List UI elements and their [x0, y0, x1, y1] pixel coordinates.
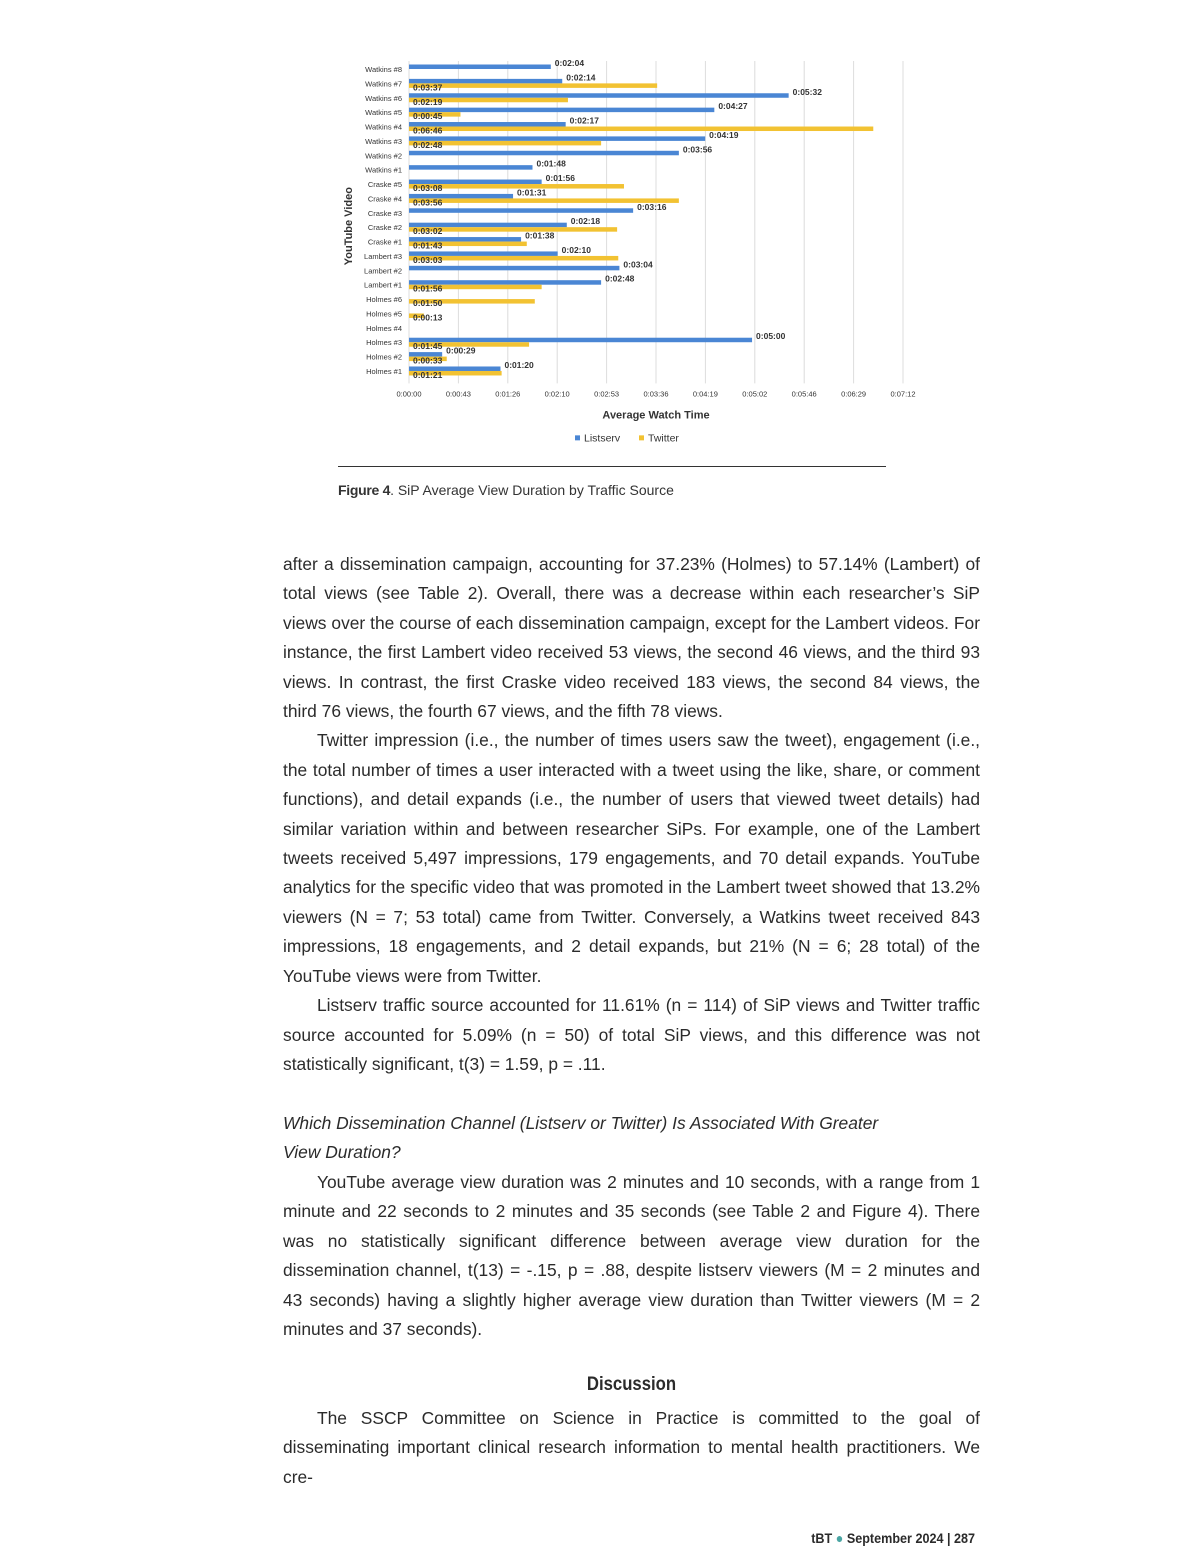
- y-tick-label: Watkins #6: [365, 93, 402, 103]
- footer-separator: |: [946, 1530, 951, 1546]
- data-label-listserv: 0:05:00: [756, 331, 786, 342]
- bar-listserv: [409, 108, 714, 113]
- x-tick-label: 0:02:10: [544, 389, 570, 399]
- y-axis-title: YouTube Video: [343, 187, 355, 266]
- x-tick-label: 0:05:46: [791, 389, 817, 399]
- data-label-listserv: 0:02:14: [566, 72, 596, 83]
- x-tick-label: 0:00:43: [445, 389, 471, 399]
- bar-listserv: [409, 151, 679, 156]
- paragraph-3: Listserv traffic source accounted for 11.61% (n = 114) of SiP views and Twitter traffic source accounted for 5.09% (n = 50) of total SiP views, and this difference was not statistically significant, t(3) = 1.59, p = .11.: [283, 995, 980, 1074]
- x-tick-label: 0:03:36: [643, 389, 669, 399]
- figure-label: Figure 4: [338, 482, 391, 498]
- x-axis-title: Average Watch Time: [602, 409, 710, 422]
- bar-twitter: [409, 127, 873, 131]
- bar-listserv: [409, 266, 619, 271]
- data-label-listserv: 0:02:10: [561, 244, 591, 255]
- body-section-3: [283, 1404, 980, 1492]
- bar-listserv: [409, 93, 789, 98]
- y-tick-label: Lambert #1: [364, 280, 402, 290]
- section-heading-line-2: View Duration?: [283, 1142, 401, 1163]
- data-label-listserv: 0:04:19: [709, 129, 739, 140]
- legend-swatch-listserv: [575, 435, 580, 440]
- section-heading-line-1: Which Dissemination Channel (Listserv or Twitter) Is Associated With Greater: [283, 1113, 879, 1133]
- data-label-listserv: 0:00:29: [446, 345, 476, 356]
- y-tick-label: Watkins #7: [365, 79, 402, 89]
- data-label-twitter: 0:01:43: [413, 240, 443, 251]
- data-label-twitter: 0:03:02: [413, 226, 443, 237]
- legend-label-twitter: Twitter: [648, 432, 679, 445]
- page-number: 287: [953, 1530, 975, 1546]
- figure-caption-text: . SiP Average View Duration by Traffic Source: [390, 482, 674, 498]
- data-label-twitter: 0:03:03: [413, 254, 443, 265]
- y-tick-label: Watkins #1: [365, 165, 402, 175]
- y-tick-label: Lambert #3: [364, 251, 402, 261]
- y-tick-label: Watkins #3: [365, 136, 402, 146]
- y-tick-label: Holmes #2: [366, 352, 402, 362]
- data-label-listserv: 0:01:48: [536, 158, 566, 169]
- y-tick-label: Watkins #4: [365, 122, 402, 132]
- paragraph-2: Twitter impression (i.e., the number of times users saw the tweet), engagement (i.e., the total number of times a user interacted with a tweet using the like, share, or comment functions), and detail expands (i.e., the number of users that viewed tweet details) had similar variation within and between researcher SiPs. For example, one of the Lambert tweets received 5,497 impressions, 179 engagements, and 70 detail expands. YouTube analytics for the specific video that was promoted in the Lambert tweet showed that 13.2% viewers (N = 7; 53 total) came from Twitter. Conversely, a Watkins tweet received 843 impressions, 18 engagements, and 2 detail expands, but 21% (N = 6; 28 total) of the YouTube views were from Twitter.: [283, 730, 980, 986]
- y-tick-label: Craske #1: [367, 237, 402, 247]
- data-label-twitter: 0:02:48: [413, 139, 443, 150]
- discussion-heading: Discussion: [586, 1374, 677, 1395]
- section-heading-question: [283, 1109, 980, 1168]
- data-label-listserv: 0:01:56: [545, 173, 575, 184]
- data-label-listserv: 0:04:27: [718, 101, 748, 112]
- x-tick-label: 0:01:26: [495, 389, 521, 399]
- data-label-twitter: 0:01:50: [413, 298, 443, 309]
- bar-chart: [335, 55, 935, 450]
- paragraph-5: The SSCP Committee on Science in Practice is committed to the goal of disseminating important clinical research information to mental health practitioners. We cre-: [283, 1408, 980, 1487]
- data-label-twitter: 0:00:13: [413, 312, 443, 323]
- bar-listserv: [409, 208, 633, 213]
- data-label-listserv: 0:01:31: [517, 187, 547, 198]
- issue-date: September 2024: [846, 1530, 944, 1546]
- data-label-listserv: 0:02:48: [605, 273, 635, 284]
- bar-listserv: [409, 338, 752, 343]
- data-label-listserv: 0:01:20: [504, 359, 534, 370]
- paragraph-4: YouTube average view duration was 2 minutes and 10 seconds, with a range from 1 minute and 22 seconds to 2 minutes and 35 seconds (see Table 2 and Figure 4). There was no statistically significant difference between average view duration for the dissemination channel, t(13) = -.15, p = .88, despite listserv viewers (M = 2 minutes and 43 seconds) having a slightly higher average view duration than Twitter viewers (M = 2 minutes and 37 seconds).: [283, 1172, 980, 1340]
- y-tick-label: Holmes #4: [366, 323, 402, 333]
- y-tick-label: Watkins #2: [365, 151, 402, 161]
- data-label-twitter: 0:06:46: [413, 125, 443, 136]
- y-tick-label: Holmes #5: [366, 309, 402, 319]
- bar-listserv: [409, 136, 705, 141]
- body-section-2: [283, 1168, 980, 1344]
- data-label-twitter: 0:01:45: [413, 341, 443, 352]
- bar-listserv: [409, 65, 551, 70]
- y-tick-label: Craske #3: [367, 208, 402, 218]
- data-label-listserv: 0:05:32: [792, 86, 822, 97]
- x-tick-label: 0:04:19: [692, 389, 718, 399]
- x-tick-label: 0:02:53: [594, 389, 620, 399]
- journal-name: tBT: [811, 1530, 833, 1546]
- figure-caption: [338, 482, 674, 498]
- legend-label-listserv: Listserv: [584, 432, 621, 445]
- y-tick-label: Craske #4: [367, 194, 402, 204]
- data-label-listserv: 0:02:17: [569, 115, 599, 126]
- y-tick-label: Lambert #2: [364, 266, 402, 276]
- data-label-listserv: 0:03:04: [623, 259, 653, 270]
- footer-dot-icon: ●: [835, 1530, 844, 1546]
- y-tick-label: Holmes #1: [366, 366, 402, 376]
- y-tick-label: Holmes #6: [366, 295, 402, 305]
- x-tick-label: 0:00:00: [396, 389, 422, 399]
- x-tick-label: 0:05:02: [742, 389, 768, 399]
- data-label-listserv: 0:03:16: [637, 201, 667, 212]
- body-section-1: [283, 550, 980, 1079]
- data-label-listserv: 0:01:38: [525, 230, 555, 241]
- y-tick-label: Watkins #5: [365, 108, 402, 118]
- page-footer: [811, 1530, 975, 1546]
- data-label-twitter: 0:00:45: [413, 111, 443, 122]
- bar-twitter: [409, 83, 657, 88]
- data-label-twitter: 0:03:08: [413, 183, 443, 194]
- data-label-listserv: 0:02:18: [570, 216, 601, 227]
- data-label-twitter: 0:01:21: [413, 369, 443, 380]
- x-tick-label: 0:07:12: [890, 389, 916, 399]
- data-label-twitter: 0:03:37: [413, 82, 443, 93]
- data-label-twitter: 0:00:33: [413, 355, 443, 366]
- data-label-twitter: 0:03:56: [413, 197, 443, 208]
- bar-listserv: [409, 165, 533, 170]
- data-label-listserv: 0:02:04: [554, 58, 585, 68]
- paragraph-1: after a dissemination campaign, accounting for 37.23% (Holmes) to 57.14% (Lambert) of total views (see Table 2). Overall, there was a decrease within each researcher’s SiP views over the course of each dissemination campaign, except for the Lambert videos. For instance, the first Lambert video received 53 views, the second 46 views, and the third 93 views. In contrast, the first Craske video received 183 views, the second 84 views, the third 76 views, the fourth 67 views, and the fifth 78 views.: [283, 554, 980, 722]
- data-label-twitter: 0:02:19: [413, 96, 443, 107]
- y-tick-label: Watkins #8: [365, 65, 402, 74]
- x-tick-label: 0:06:29: [841, 389, 867, 399]
- legend-swatch-twitter: [639, 435, 644, 440]
- data-label-listserv: 0:03:56: [682, 144, 713, 155]
- figure-rule: [338, 466, 886, 467]
- y-tick-label: Craske #5: [367, 180, 402, 190]
- y-tick-label: Holmes #3: [366, 338, 402, 348]
- data-label-twitter: 0:01:56: [413, 283, 443, 294]
- y-tick-label: Craske #2: [367, 223, 402, 233]
